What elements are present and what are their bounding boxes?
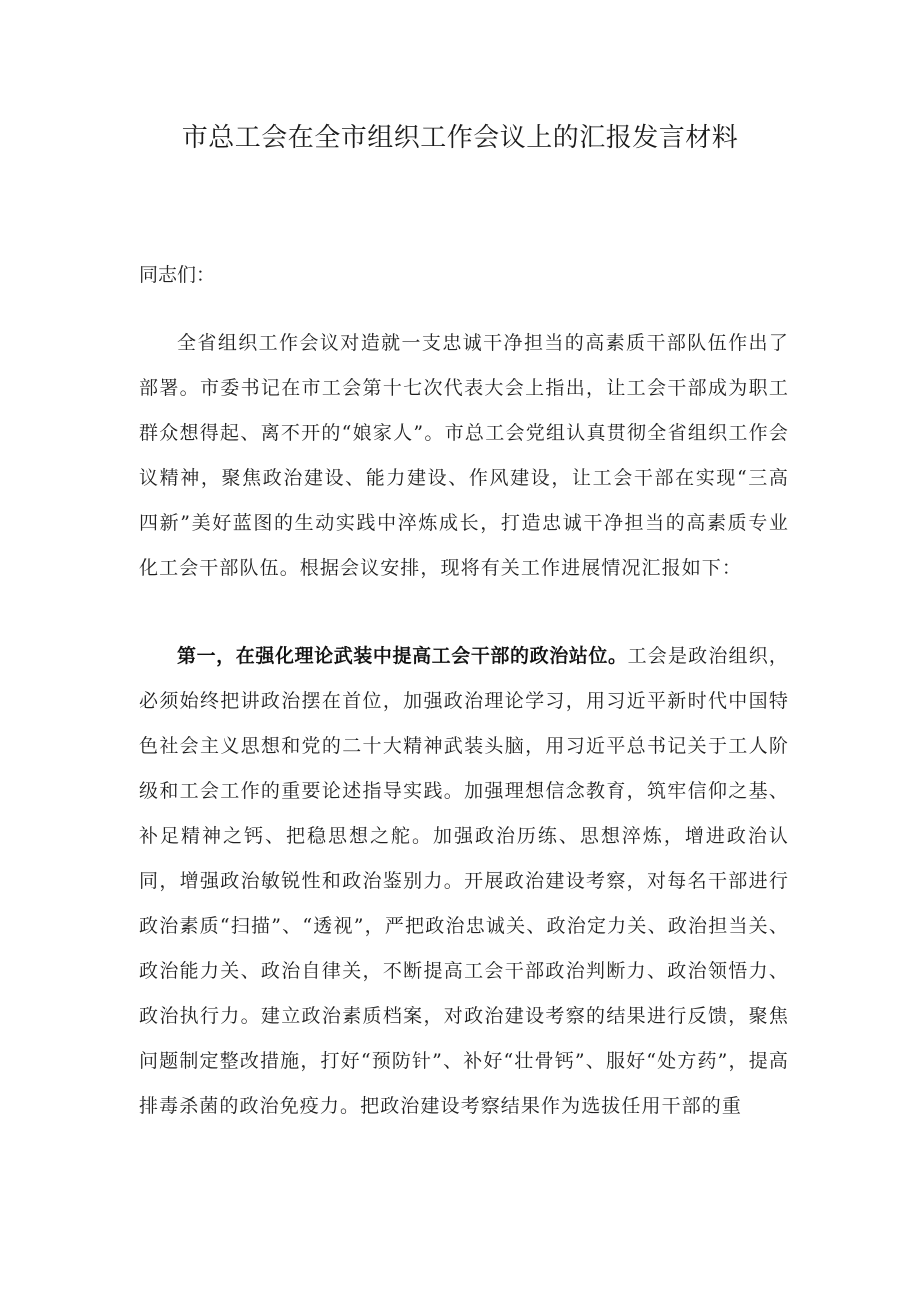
document-title: 市总工会在全市组织工作会议上的汇报发言材料: [181, 123, 739, 153]
paragraph-lead-heading: 第一，在强化理论武装中提高工会干部的政治站位。: [177, 645, 628, 667]
salutation: 同志们：: [139, 264, 216, 286]
paragraph-body-text: 工会是政治组织，必须始终把讲政治摆在首位，加强政治理论学习，用习近平新时代中国特色社会主义思想和党的二十大精神武装头脑，用习近平总书记关于工人阶级和工会工作的重要论述指导实践。加强理想信念教育，筑牢信仰之基、补足精神之钙、把稳思想之舵。加强政治历练、思想淬炼，增进政治认同，增强政治敏锐性和政治鉴别力。开展政治建设考察，对每名干部进行政治素质“扫描”、“透视”，严把政治忠诚关、政治定力关、政治担当关、政治能力关、政治自律关，不断提高工会干部政治判断力、政治领悟力、政治执行力。建立政治素质档案，对政治建设考察的结果进行反馈，聚焦问题制定整改措施，打好“预防针”、补好“壮骨钙”、服好“处方药”，提高排毒杀菌的政治免疫力。把政治建设考察结果作为选拔任用干部的重: [139, 645, 789, 1117]
paragraph-intro: 全省组织工作会议对造就一支忠诚干净担当的高素质干部队伍作出了部署。市委书记在市工会第十七次代表大会上指出，让工会干部成为职工群众想得起、离不开的“娘家人”。市总工会党组认真贯彻全省组织工作会议精神，聚焦政治建设、能力建设、作风建设，让工会干部在实现“三高四新”美好蓝图的生动实践中淬炼成长，打造忠诚干净担当的高素质专业化工会干部队伍。根据会议安排，现将有关工作进展情况汇报如下：: [139, 332, 789, 579]
paragraph-first-point: [139, 634, 789, 1129]
